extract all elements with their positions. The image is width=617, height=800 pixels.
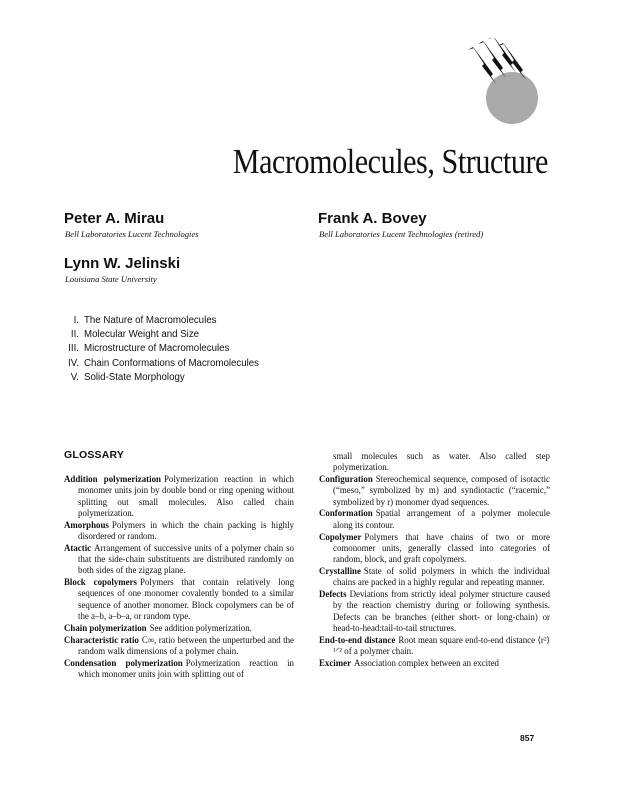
glossary-definition: Polymers that contain relatively long sequences of one monomer covalently bonded to a similar sequence of another monomer. Block copolymers can be of the a–b, a–b–a, or random type.: [78, 577, 295, 622]
glossary-entry: [319, 589, 550, 634]
glossary-term: Atactic: [64, 542, 92, 553]
glossary-entry: [64, 658, 294, 681]
toc-label: Molecular Weight and Size: [84, 329, 200, 341]
author-name: Lynn W. Jelinski: [64, 255, 181, 272]
glossary-column-left: [64, 474, 294, 681]
glossary-definition-continuation: small molecules such as water. Also called step polymerization.: [333, 451, 550, 473]
glossary-entry: [64, 520, 294, 543]
article-title: Macromolecules, Structure: [232, 142, 548, 181]
toc-item[interactable]: [62, 371, 259, 385]
glossary-definition: Spatial arrangement of a polymer molecule along its contour.: [333, 508, 550, 530]
glossary-term: Conformation: [319, 508, 373, 519]
glossary-term: End-to-end distance: [319, 634, 396, 645]
toc-number: V.: [70, 371, 79, 383]
toc-label: Solid-State Morphology: [84, 371, 185, 383]
glossary-entry: [319, 532, 550, 566]
toc-number: III.: [68, 343, 79, 355]
glossary-term: Chain polymerization: [64, 622, 147, 633]
glossary-entry: [64, 577, 294, 622]
glossary-entry: [64, 474, 294, 519]
page-number: 857: [520, 733, 535, 743]
glossary-definition: State of solid polymers in which the individual chains are packed in a highly regular and repeating manner.: [333, 565, 550, 588]
toc-number: II.: [70, 329, 79, 341]
glossary-heading: GLOSSARY: [64, 449, 125, 461]
glossary-definition: See addition polymerization.: [149, 622, 252, 633]
author-name: Peter A. Mirau: [64, 210, 165, 227]
glossary-definition: Root mean square end-to-end distance ⟨r²⟩¹ᐟ² of a polymer chain.: [333, 634, 550, 657]
glossary-term: Condensation polymerization: [64, 657, 183, 668]
glossary-entry: [64, 635, 294, 658]
toc-item[interactable]: [62, 342, 259, 356]
glossary-definition: Deviations from strictly ideal polymer structure caused by the reaction chemistry during or following synthesis. Defects can be branches (either short- or long-chain) or head-to-head:tail-to-tail structures.: [333, 589, 550, 633]
glossary-term: Defects: [319, 589, 347, 600]
glossary-definition: Stereochemical sequence, composed of isotactic (“meso,” symbolized by m) and syndiotactic (“racemic,” symbolized by r) monomer dyad sequences.: [333, 474, 550, 507]
glossary-entry: [319, 566, 550, 589]
glossary-entry: [319, 635, 550, 658]
glossary-term: Copolymer: [319, 531, 362, 542]
table-of-contents: [62, 314, 259, 385]
glossary-column-right: [319, 451, 550, 670]
glossary-definition: C∞, ratio between the unperturbed and the random walk dimensions of a polymer chain.: [78, 634, 294, 656]
toc-number: IV.: [68, 357, 79, 369]
glossary-definition: Polymers that have chains of two or more comonomer units, generally classed into categories of random, block, and graft copolymers.: [333, 531, 550, 565]
glossary-entry: [64, 543, 294, 577]
glossary-term: Amorphous: [64, 519, 109, 530]
glossary-term: Excimer: [319, 657, 352, 668]
glossary-definition: Polymerization reaction in which monomer units join by double bond or ring opening without splitting out small molecules. Also called chain polymerization.: [78, 474, 294, 518]
glossary-definition: Arrangement of successive units of a polymer chain so that the side-chain substituents are distributed randomly on both sides of the zigzag plane.: [78, 542, 294, 576]
toc-number: I.: [73, 315, 79, 326]
author-block: [318, 210, 483, 239]
glossary-entry: [319, 658, 550, 669]
glossary-definition: Polymers in which the chain packing is highly disordered or random.: [78, 519, 294, 541]
author-block: [64, 210, 199, 239]
author-name: Frank A. Bovey: [318, 210, 427, 227]
author-block: [64, 255, 180, 284]
toc-item[interactable]: [62, 328, 259, 342]
lightning-circle-logo: [462, 38, 552, 130]
glossary-term: Crystalline: [319, 565, 361, 576]
glossary-definition: Polymerization reaction in which monomer units join with splitting out of: [78, 657, 294, 680]
glossary-definition: Association complex between an excited: [354, 657, 499, 668]
toc-label: Microstructure of Macromolecules: [84, 343, 230, 355]
glossary-term: Addition polymerization: [64, 474, 161, 484]
author-affiliation: Bell Laboratories Lucent Technologies: [65, 229, 199, 239]
glossary-term: Block copolymers: [64, 577, 138, 588]
author-affiliation: Bell Laboratories Lucent Technologies (retired): [319, 229, 484, 239]
toc-label: The Nature of Macromolecules: [84, 315, 217, 326]
glossary-entry: [319, 474, 550, 508]
glossary-term: Configuration: [319, 474, 373, 485]
toc-label: Chain Conformations of Macromolecules: [84, 357, 259, 369]
toc-item[interactable]: [62, 357, 259, 371]
glossary-term: Characteristic ratio: [64, 634, 139, 645]
glossary-entry: [319, 508, 550, 531]
author-affiliation: Louisiana State University: [65, 274, 157, 284]
glossary-entry: [64, 623, 294, 634]
toc-item[interactable]: [62, 314, 259, 328]
